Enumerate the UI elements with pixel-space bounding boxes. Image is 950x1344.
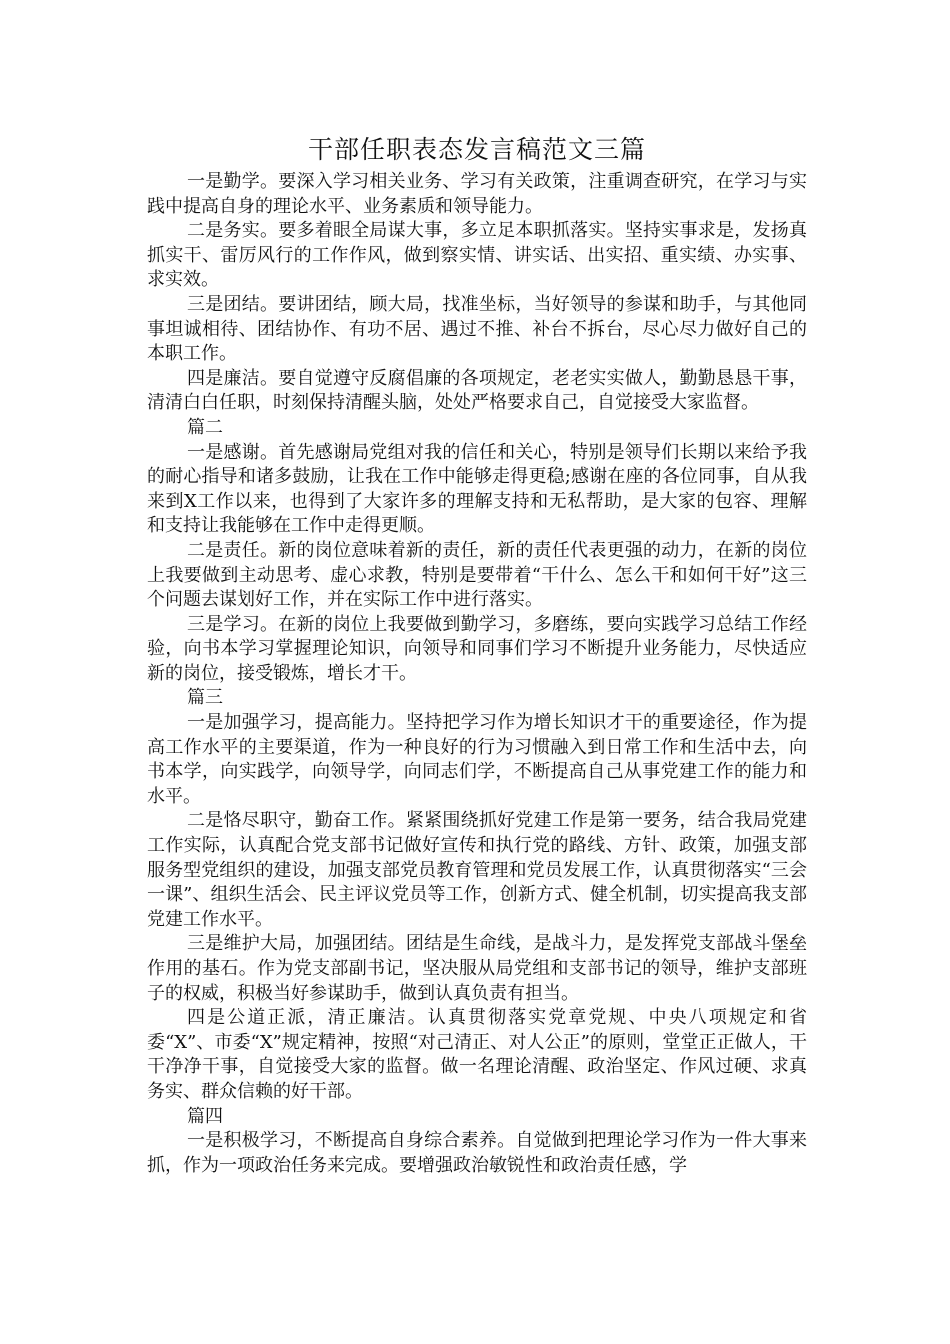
document-page [147, 130, 807, 1178]
paragraph: 三是团结。要讲团结，顾大局，找准坐标，当好领导的参谋和助手，与其他同事坦诚相待、团结协作、有功不居、遇过不推、补台不拆台，尽心尽力做好自己的本职工作。 [147, 293, 807, 365]
paragraph: 一是加强学习，提高能力。坚持把学习作为增长知识才干的重要途径，作为提高工作水平的主要渠道，作为一种良好的行为习惯融入到日常工作和生活中去，向书本学，向实践学，向领导学，向同志们学，不断提高自己从事党建工作的能力和水平。 [147, 712, 807, 807]
paragraph: 一是感谢。首先感谢局党组对我的信任和关心，特别是领导们长期以来给予我的耐心指导和诸多鼓励，让我在工作中能够走得更稳;感谢在座的各位同事，自从我来到X工作以来，也得到了大家许多的理解支持和无私帮助，是大家的包容、理解和支持让我能够在工作中走得更顺。 [147, 441, 807, 537]
paragraph: 二是责任。新的岗位意味着新的责任，新的责任代表更强的动力，在新的岗位上我要做到主动思考、虚心求教，特别是要带着“干什么、怎么干和如何干好”这三个问题去谋划好工作，并在实际工作中进行落实。 [147, 539, 807, 611]
paragraph: 三是维护大局，加强团结。团结是生命线，是战斗力，是发挥党支部战斗堡垒作用的基石。作为党支部副书记，坚决服从局党组和支部书记的领导，维护支部班子的权威，积极当好参谋助手，做到认真负责有担当。 [147, 933, 807, 1004]
paragraph: 一是积极学习，不断提高自身综合素养。自觉做到把理论学习作为一件大事来抓，作为一项政治任务来完成。要增强政治敏锐性和政治责任感，学 [147, 1130, 807, 1176]
paragraph: 四是公道正派，清正廉洁。认真贯彻落实党章党规、中央八项规定和省委“X”、市委“X”规定精神，按照“对己清正、对人公正”的原则，堂堂正正做人，干干净净干事，自觉接受大家的监督。做一名理论清醒、政治坚定、作风过硬、求真务实、群众信赖的好干部。 [147, 1007, 807, 1102]
section-heading: 篇四 [187, 1105, 223, 1127]
section-heading: 篇三 [187, 687, 223, 709]
section-heading: 篇二 [187, 416, 223, 438]
document-title: 干部任职表态发言稿范文三篇 [307, 135, 646, 164]
paragraph: 二是恪尽职守，勤奋工作。紧紧围绕抓好党建工作是第一要务，结合我局党建工作实际，认真配合党支部书记做好宣传和执行党的路线、方针、政策，加强支部服务型党组织的建设，加强支部党员教育管理和党员发展工作，认真贯彻落实“三会一课”、组织生活会、民主评议党员等工作，创新方式、健全机制，切实提高我支部党建工作水平。 [147, 810, 807, 930]
paragraph: 三是学习。在新的岗位上我要做到勤学习，多磨练，要向实践学习总结工作经验，向书本学习掌握理论知识，向领导和同事们学习不断提升业务能力，尽快适应新的岗位，接受锻炼，增长才干。 [147, 613, 807, 684]
paragraph: 一是勤学。要深入学习相关业务、学习有关政策，注重调查研究，在学习与实践中提高自身的理论水平、业务素质和领导能力。 [147, 171, 807, 217]
paragraph: 二是务实。要多着眼全局谋大事，多立足本职抓落实。坚持实事求是，发扬真抓实干、雷厉风行的工作作风，做到察实情、讲实话、出实招、重实绩、办实事、求实效。 [147, 220, 807, 291]
paragraph: 四是廉洁。要自觉遵守反腐倡廉的各项规定，老老实实做人，勤勤恳恳干事，清清白白任职，时刻保持清醒头脑，处处严格要求自己，自觉接受大家监督。 [147, 367, 807, 414]
